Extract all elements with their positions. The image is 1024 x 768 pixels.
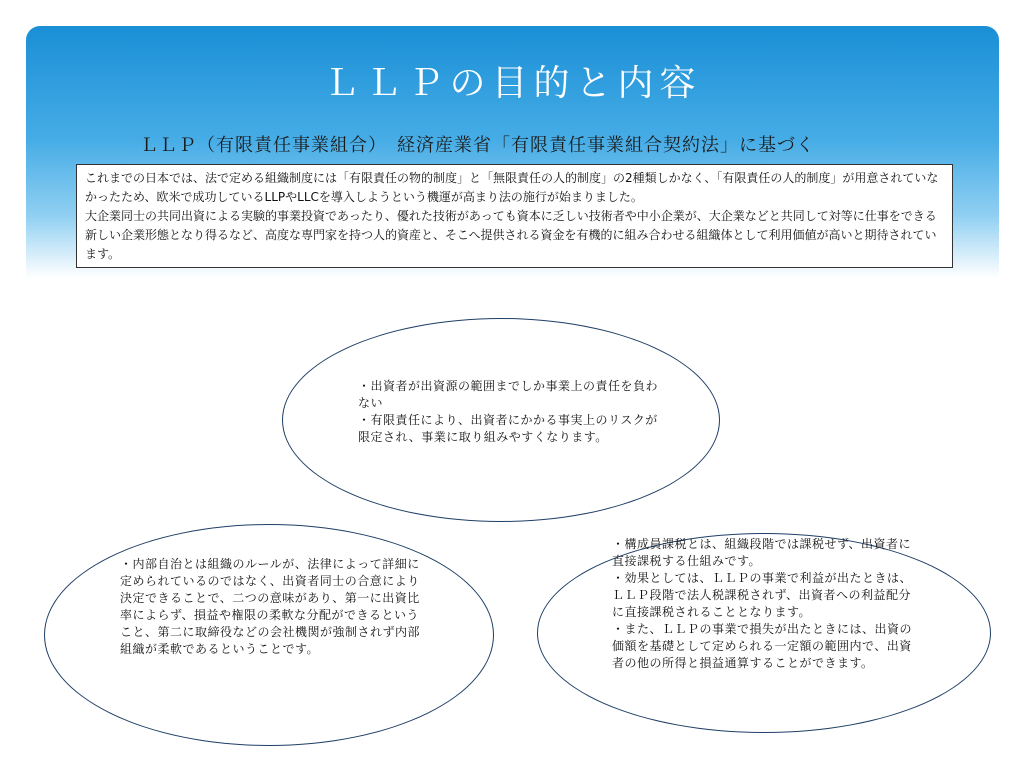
ellipse-pass-through-taxation-text (612, 536, 914, 672)
taxation-item-3: ・また、ＬＬＰの事業で損失が出たときには、出資の価額を基礎として定められる一定額の範囲内で、出資者の他の所得と損益通算することができます。 (612, 622, 913, 670)
description-paragraph-1: これまでの日本では、法で定める組織制度には「有限責任の物的制度」と「無限責任の人的制度」の2種類しかなく、「有限責任の人的制度」が用意されていなかったため、欧米で成功しているLLPやLLCを導入しようという機運が高まり法の施行が始まりました。 (85, 171, 939, 204)
limited-liability-item-1: ・出資者が出資源の範囲までしか事業上の責任を負わない (358, 379, 659, 410)
taxation-item-1: ・構成員課税とは、組織段階では課税せず、出資者に直接課税する仕組みです。 (612, 537, 912, 568)
ellipse-internal-autonomy-text (120, 556, 422, 658)
internal-autonomy-item-1: ・内部自治とは組織のルールが、法律によって詳細に定められているのではなく、出資者同士の合意により決定できることで、二つの意味があり、第一に出資比率によらず、損益や権限の柔軟な分配ができるということ、第二に取締役などの会社機関が強制されず内部組織が柔軟であるということです。 (120, 557, 421, 656)
description-box (76, 164, 953, 268)
slide-title: ＬＬＰの目的と内容 (323, 63, 702, 104)
description-paragraph-2: 大企業同士の共同出資による実験的事業投資であったり、優れた技術があっても資本に乏しい技術者や中小企業が、大企業などと共同して対等に仕事をできる新しい企業形態となり得るなど、高度な専門家を持つ人的資産と、そこへ提供される資金を有機的に組み合わせる組織体として利用価値が高いと期待されています。 (85, 209, 937, 261)
taxation-item-2: ・効果としては、ＬＬＰの事業で利益が出たときは、ＬＬＰ段階で法人税課税されず、出資者への利益配分に直接課税されることとなります。 (612, 571, 913, 619)
ellipse-limited-liability-text (358, 378, 658, 446)
limited-liability-item-2: ・有限責任により、出資者にかかる事実上のリスクが限定され、事業に取り組みやすくなります。 (358, 413, 658, 444)
slide-subtitle: ＬＬＰ（有限責任事業組合） 経済産業省「有限責任事業組合契約法」に基づく (140, 135, 815, 156)
